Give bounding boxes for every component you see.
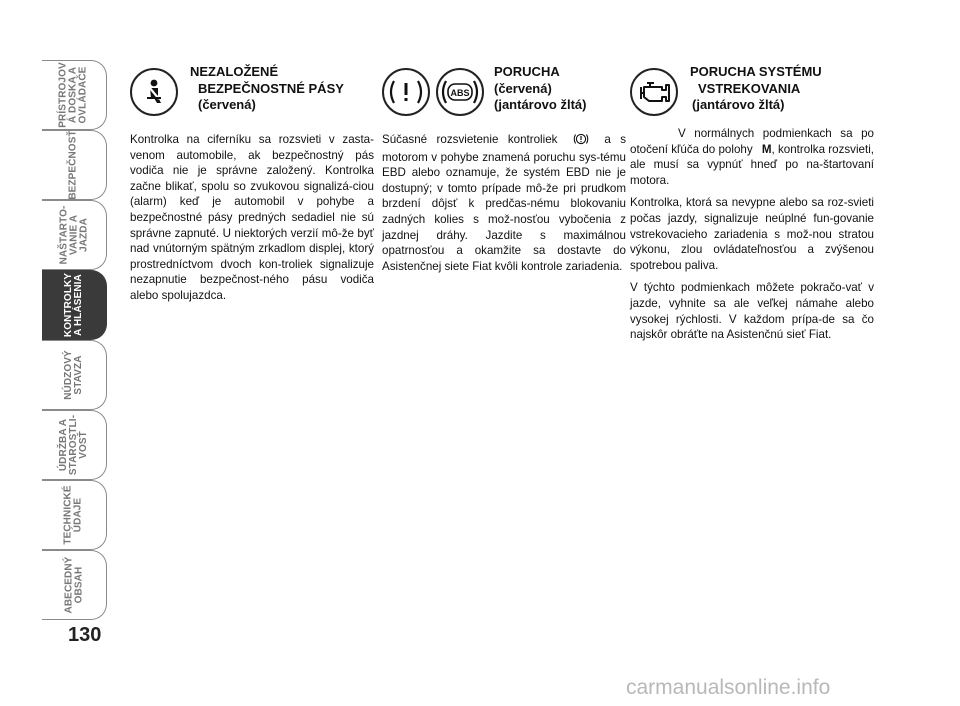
- paragraph: [630, 126, 874, 188]
- engine-icon: [630, 68, 678, 116]
- paragraph: Kontrolka na ciferníku sa rozsvieti v zasta-venom automobile, ak bezpečnostný pás vodiča nie je správne založený. Kontrolka začne blikať, spolu so zvukovou signalizá-ciou (alarm) keď je automobil v pohybe a bezpečnostné pásy predných sedadiel nie sú správne zapnuté. U niektorých verzií mô-že byť nad vnútorným spätným zrkadlom displej, ktorý prostredníctvom dvoch kon-troliek signalizuje nezapnutie bezpečnost-ného pásu vodiča alebo spolujazdca.: [130, 133, 374, 302]
- section-title: [494, 64, 586, 114]
- section-body: [382, 132, 626, 274]
- section-abs: [382, 64, 626, 281]
- section-engine: [630, 64, 874, 350]
- tab-abecedny-obsah[interactable]: [42, 550, 107, 620]
- title-line: PORUCHA SYSTÉMU: [690, 64, 822, 79]
- tab-label: NÚDZOVÝ STAVZA: [63, 350, 84, 400]
- tab-label: BEZPEČNOSŤ: [68, 130, 79, 200]
- tab-label: ÚDRŽBA A STAROSTLI- VOSŤ: [57, 414, 89, 476]
- watermark: carmanualsonline.info: [626, 676, 831, 699]
- tab-nudzovy-stav[interactable]: [42, 340, 107, 410]
- title-line: (červená): [494, 80, 552, 96]
- tab-label: NAŠTARTO- VANIE A JAZDA: [57, 205, 89, 265]
- section-body: [130, 132, 374, 304]
- title-line: PORUCHA: [494, 64, 560, 79]
- tab-label: KONTROLKY A HLÁSENIA: [63, 272, 85, 338]
- paragraph-text: V normálnych podmienkach sa po otočení kľúča do polohy: [630, 127, 874, 156]
- tab-nastartovanie[interactable]: [42, 200, 107, 270]
- section-header: [130, 64, 374, 124]
- tab-pristrojova-doska[interactable]: [42, 60, 107, 130]
- page-number: 130: [68, 624, 102, 646]
- paragraph-text: a s motorom v pohybe znamená poruchu sys-tému EBD alebo oznamuje, že systém EBD nie je dostupný; v tomto prípade mô-že pri prudkom brzdení dôjsť k predčas-nému blokovaniu zadných kolies s mož-nosťou vybočenia z jazdnej dráhy. Jazdite s maximálnou opatrnosťou a okamžite sa dostavte do Asistenčnej siete Fiat kvôli kontrole zariadenia.: [382, 133, 626, 273]
- title-line: (červená): [198, 97, 256, 112]
- paragraph-text: Súčasné rozsvietenie kontroliek: [382, 133, 558, 146]
- abs-label: ABS: [450, 88, 470, 98]
- title-line: (jantárovo žltá): [692, 97, 785, 112]
- paragraph-text: , kontrolka rozsvieti, ale musí sa vypnúť hneď po na-štartovaní motora.: [630, 142, 874, 187]
- tab-kontrolky[interactable]: [42, 270, 107, 340]
- section-body: [630, 126, 874, 343]
- title-line: VSTREKOVANIA: [698, 80, 801, 96]
- section-header: [630, 64, 874, 124]
- key-position: M: [761, 142, 772, 156]
- section-seatbelt: [130, 64, 374, 311]
- tab-label: PRÍSTROJOV Á DOSKA A OVLÁDAČE: [58, 62, 89, 128]
- title-line: NEZALOŽENÉ: [190, 64, 279, 79]
- brake-warning-inline-icon: [573, 133, 589, 150]
- tab-bezpecnost[interactable]: [42, 130, 107, 200]
- abs-icon: [436, 68, 484, 116]
- tab-technicke-udaje[interactable]: [42, 480, 107, 550]
- paragraph: V týchto podmienkach môžete pokračo-vať v jazde, vyhnite sa ale veľkej námahe alebo vysokej rýchlosti. V každom prípa-de sa čo najskôr obráťte na Asistenčnú sieť Fiat.: [630, 281, 874, 342]
- section-header: [382, 64, 626, 124]
- brake-warning-icon: [382, 68, 430, 116]
- section-title: [190, 64, 344, 114]
- section-title: [690, 64, 822, 114]
- title-line: BEZPEČNOSTNÉ PÁSY: [198, 80, 344, 96]
- paragraph: [382, 132, 626, 274]
- tab-label: TECHNICKÉ ÚDAJE: [63, 485, 84, 545]
- paragraph: Kontrolka, ktorá sa nevypne alebo sa roz-svieti počas jazdy, signalizuje neúplné fun-govanie vstrekovacieho zariadenia s mož-nou stratou výkonu, zlou ovládateľnosťou a zvýšenou spotrebou paliva.: [630, 196, 874, 272]
- tab-udrzba[interactable]: [42, 410, 107, 480]
- tab-label: ABECEDNÝ OBSAH: [62, 556, 84, 614]
- seatbelt-icon: [130, 68, 178, 116]
- title-line: (jantárovo žltá): [494, 97, 587, 112]
